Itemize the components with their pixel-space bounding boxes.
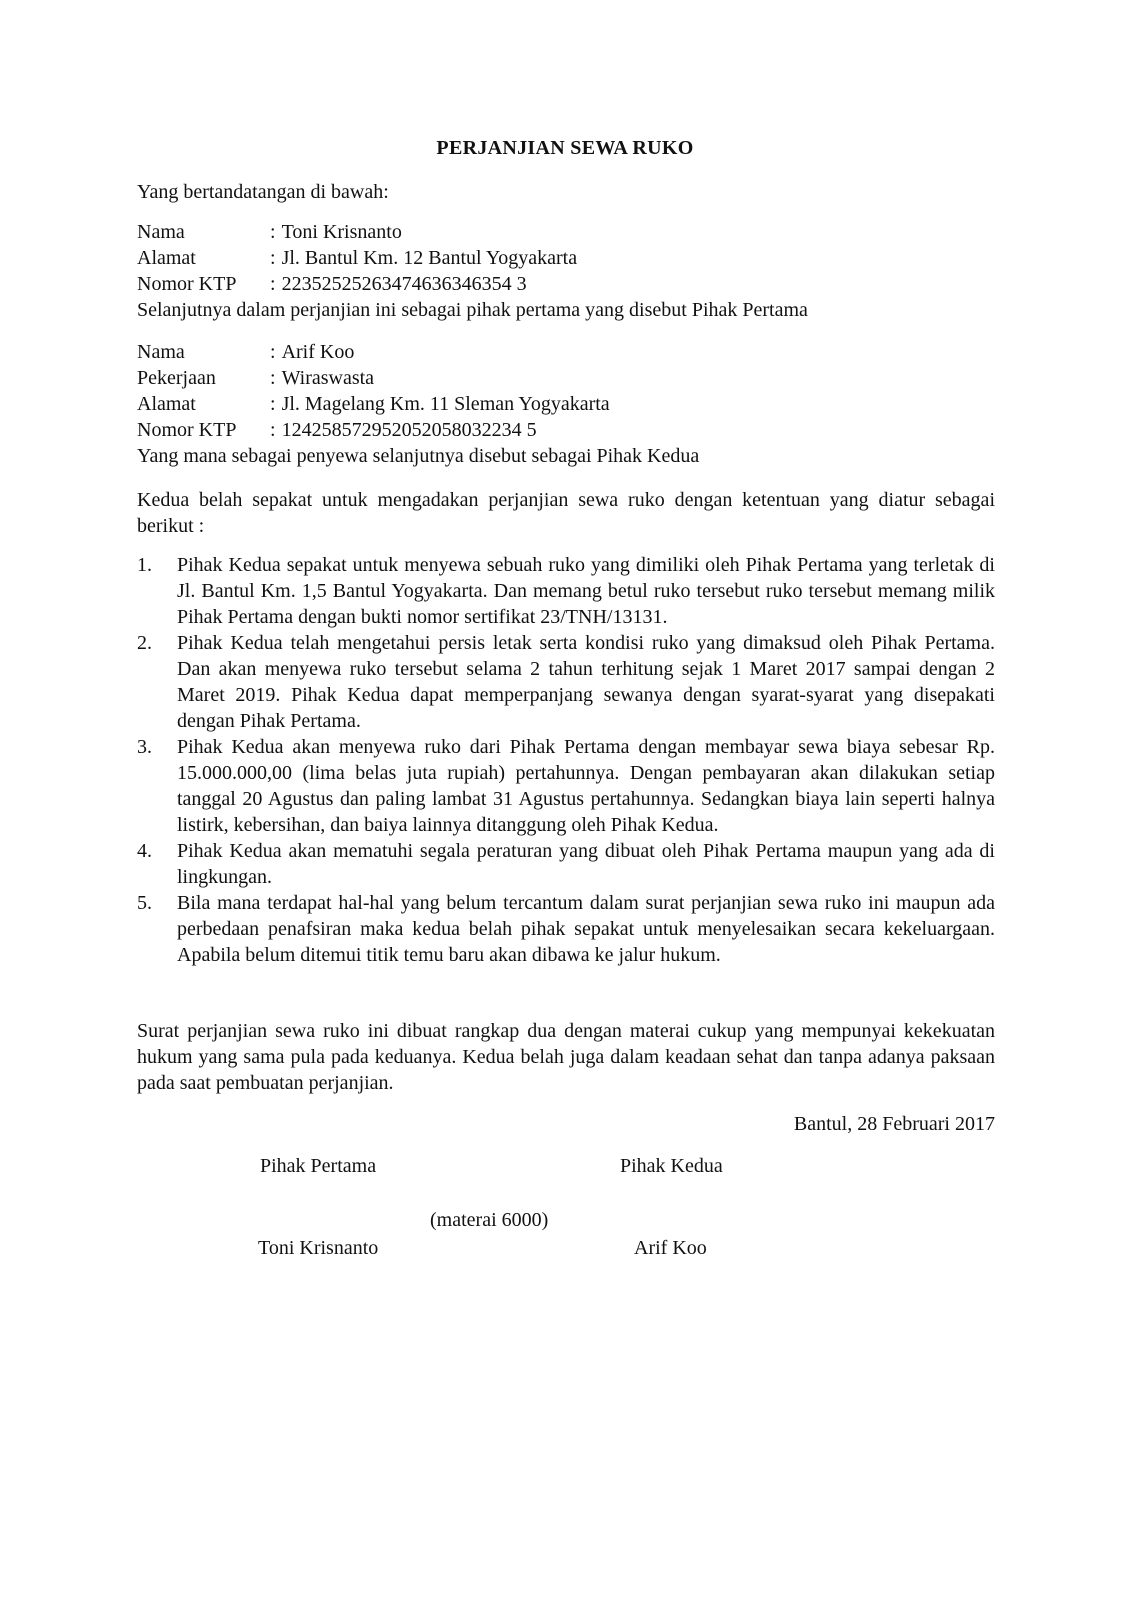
field-label: Nomor KTP (137, 419, 237, 441)
term-number: 5. (137, 892, 152, 914)
field-label: Pekerjaan (137, 367, 216, 389)
field-colon: : (270, 367, 276, 389)
second-party-ktp-row (137, 417, 995, 443)
field-value: Jl. Bantul Km. 12 Bantul Yogyakarta (281, 247, 578, 269)
first-party-signature-name: Toni Krisnanto (258, 1237, 379, 1259)
field-label: Alamat (137, 393, 196, 415)
field-colon: : (270, 273, 276, 295)
intro-text: Yang bertandatangan di bawah: (137, 181, 389, 203)
field-value: Toni Krisnanto (281, 221, 402, 243)
term-number: 1. (137, 554, 152, 576)
place-date: Bantul, 28 Februari 2017 (793, 1113, 995, 1135)
stamp-duty-note: (materai 6000) (430, 1209, 549, 1231)
term-item (137, 734, 995, 838)
field-label: Nama (137, 341, 185, 363)
second-party-section (137, 339, 995, 469)
field-label: Nama (137, 221, 185, 243)
field-label: Alamat (137, 247, 196, 269)
second-party-designation: Yang mana sebagai penyewa selanjutnya disebut sebagai Pihak Kedua (137, 445, 700, 467)
field-value: Wiraswasta (281, 367, 375, 389)
first-party-name-row (137, 219, 995, 245)
document-title: PERJANJIAN SEWA RUKO (436, 137, 694, 159)
term-number: 3. (137, 736, 152, 758)
agreement-intro: Kedua belah sepakat untuk mengadakan perjanjian sewa ruko dengan ketentuan yang diatur sebagai berikut : (137, 489, 995, 537)
field-colon: : (270, 247, 276, 269)
second-party-address-row (137, 391, 995, 417)
field-colon: : (270, 393, 276, 415)
term-text: Bila mana terdapat hal-hal yang belum tercantum dalam surat perjanjian sewa ruko ini maupun ada perbedaan penafsiran maka kedua belah pihak sepakat untuk menyelesaikan secara kekeluargaan. Apabila belum ditemui titik temu baru akan dibawa ke jalur hukum. (177, 892, 995, 966)
field-colon: : (270, 221, 276, 243)
field-value: 124258572952052058032234 5 (281, 419, 537, 441)
first-party-section (137, 219, 995, 323)
second-party-occupation-row (137, 365, 995, 391)
term-item (137, 630, 995, 734)
first-party-ktp-row (137, 271, 995, 297)
term-item (137, 552, 995, 630)
field-colon: : (270, 341, 276, 363)
term-text: Pihak Kedua telah mengetahui persis letak serta kondisi ruko yang dimaksud oleh Pihak Pertama. Dan akan menyewa ruko tersebut selama 2 tahun terhitung sejak 1 Maret 2017 sampai dengan 2 Maret 2019. Pihak Kedua dapat memperpanjang sewanya dengan syarat-syarat yang disepakati dengan Pihak Pertama. (177, 632, 995, 732)
terms-list (137, 552, 995, 968)
field-colon: : (270, 419, 276, 441)
field-label: Nomor KTP (137, 273, 237, 295)
term-text: Pihak Kedua sepakat untuk menyewa sebuah ruko yang dimiliki oleh Pihak Pertama yang terletak di Jl. Bantul Km. 1,5 Bantul Yogyakarta. Dan memang betul ruko tersebut ruko tersebut memang milik Pihak Pertama dengan bukti nomor sertifikat 23/TNH/13131. (177, 554, 995, 628)
closing-paragraph: Surat perjanjian sewa ruko ini dibuat rangkap dua dengan materai cukup yang mempunyai kekekuatan hukum yang sama pula pada keduanya. Kedua belah juga dalam keadaan sehat dan tanpa adanya paksaan pada saat pembuatan perjanjian. (137, 1020, 995, 1094)
term-number: 2. (137, 632, 152, 654)
second-party-name-row (137, 339, 995, 365)
term-number: 4. (137, 840, 152, 862)
field-value: Arif Koo (281, 341, 355, 363)
term-text: Pihak Kedua akan mematuhi segala peraturan yang dibuat oleh Pihak Pertama maupun yang ada di lingkungan. (177, 840, 995, 888)
first-party-designation: Selanjutnya dalam perjanjian ini sebagai pihak pertama yang disebut Pihak Pertama (137, 299, 808, 321)
second-party-signature-label: Pihak Kedua (620, 1155, 723, 1177)
term-item (137, 890, 995, 968)
first-party-signature-label: Pihak Pertama (260, 1155, 377, 1177)
field-value: Jl. Magelang Km. 11 Sleman Yogyakarta (281, 393, 610, 415)
first-party-address-row (137, 245, 995, 271)
term-item (137, 838, 995, 890)
field-value: 22352525263474636346354 3 (281, 273, 527, 295)
second-party-signature-name: Arif Koo (634, 1237, 707, 1259)
term-text: Pihak Kedua akan menyewa ruko dari Pihak Pertama dengan membayar sewa biaya sebesar Rp. 15.000.000,00 (lima belas juta rupiah) pertahunnya. Dengan pembayaran akan dilakukan setiap tanggal 20 Agustus dan paling lambat 31 Agustus pertahunnya. Sedangkan biaya lain seperti halnya listirk, kebersihan, dan baiya lainnya ditanggung oleh Pihak Kedua. (177, 736, 995, 836)
